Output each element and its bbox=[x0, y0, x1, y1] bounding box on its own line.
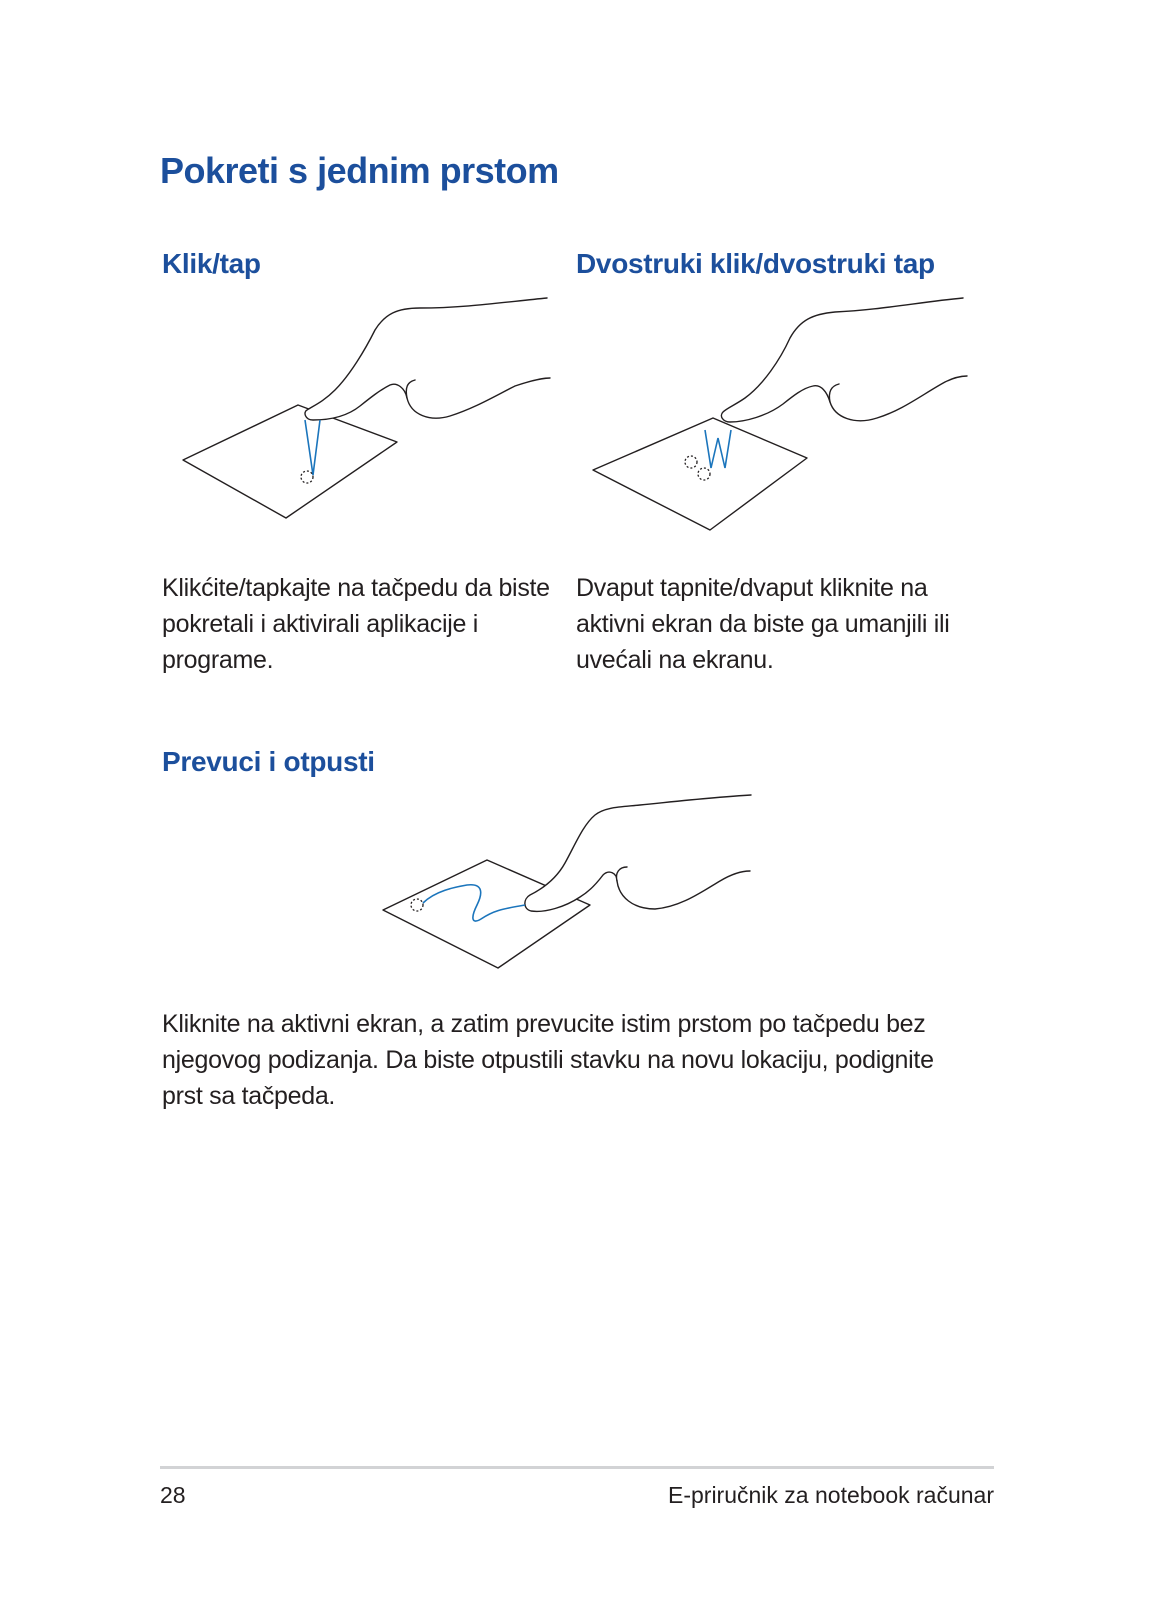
click-tap-heading: Klik/tap bbox=[162, 248, 261, 279]
hand-drag-illustration bbox=[375, 785, 765, 975]
drag-drop-heading: Prevuci i otpusti bbox=[162, 746, 375, 777]
page-number: 28 bbox=[160, 1482, 186, 1508]
double-click-description: Dvaput tapnite/dvaput kliknite na aktivni ekran da biste ga umanjili ili uvećali na ekranu. bbox=[576, 574, 950, 674]
page-title: Pokreti s jednim prstom bbox=[160, 150, 559, 191]
hand-tap-illustration bbox=[175, 290, 555, 530]
drag-drop-description: Kliknite na aktivni ekran, a zatim prevucite istim prstom po tačpedu bez njegovog podizanja. Da biste otpustili stavku na novu lokaciju, podignite prst sa tačpeda. bbox=[162, 1010, 934, 1110]
double-click-heading: Dvostruki klik/dvostruki tap bbox=[576, 248, 935, 279]
footer-divider bbox=[160, 1466, 994, 1469]
click-tap-description: Klikćite/tapkajte na tačpedu da biste pokretali i aktivirali aplikacije i programe. bbox=[162, 574, 550, 674]
footer-manual-title: E-priručnik za notebook računar bbox=[668, 1482, 994, 1508]
hand-double-tap-illustration bbox=[585, 290, 975, 540]
